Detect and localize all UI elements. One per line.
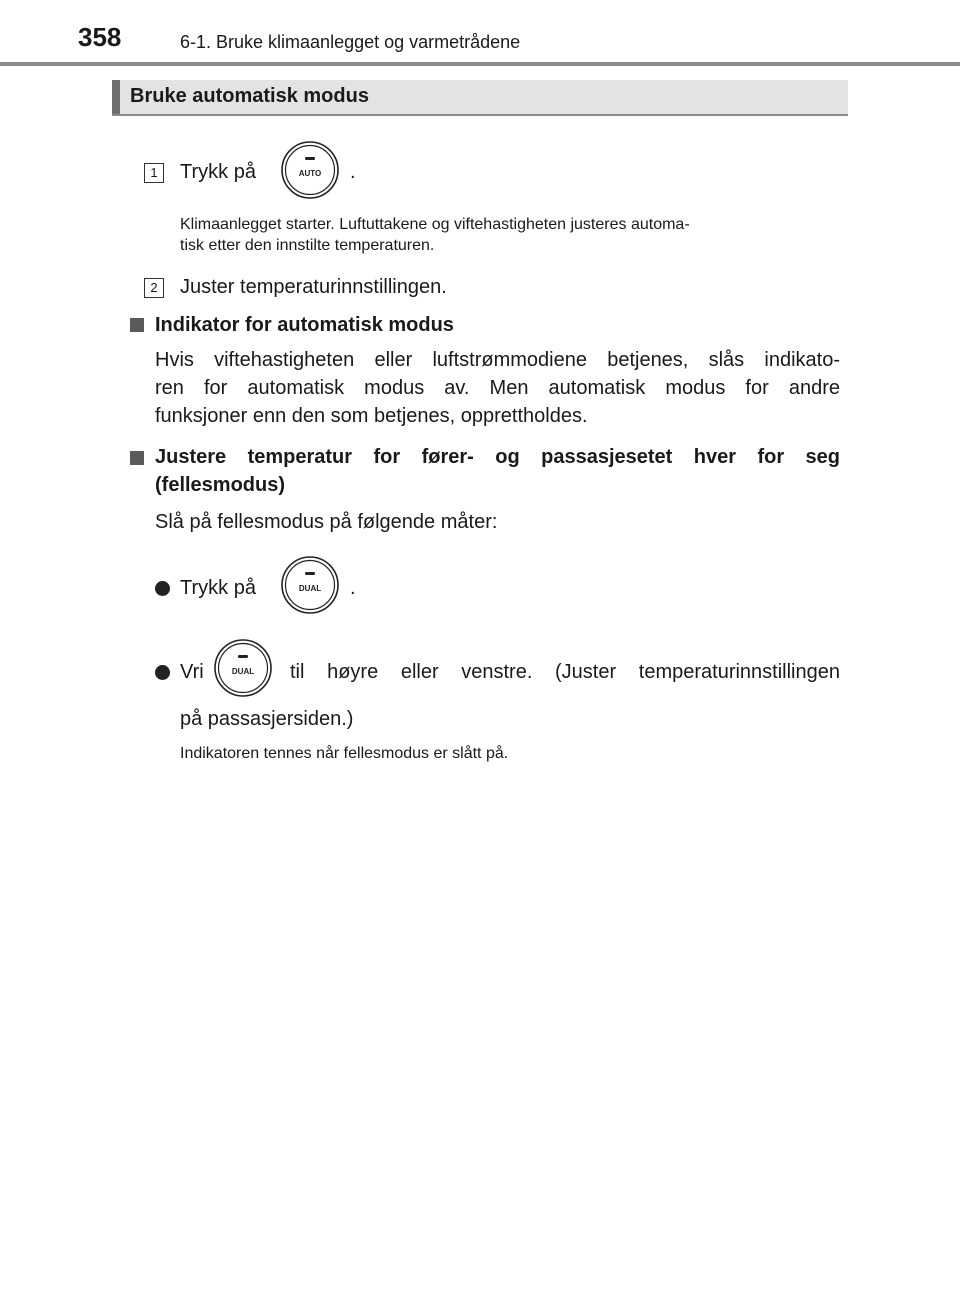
auto-indicator-line-1: Hvis viftehastigheten eller luftstrømmodiene betjenes, slås indikato- [155, 349, 840, 371]
step-2-text: Juster temperaturinnstillingen. [180, 276, 447, 298]
square-bullet [130, 451, 144, 465]
page-number: 358 [78, 22, 122, 52]
section-title: Bruke automatisk modus [130, 85, 369, 107]
round-bullet [155, 581, 170, 596]
square-bullet [130, 318, 144, 332]
step-1-note-line-2: tisk etter den innstilte temperaturen. [180, 237, 435, 254]
dual-mode-heading-line-2: (fellesmodus) [155, 474, 286, 496]
option-1-prefix: Trykk på [180, 577, 256, 599]
step-number-2: 2 [144, 278, 164, 298]
round-bullet [155, 665, 170, 680]
option-2-prefix: Vri [180, 661, 204, 683]
dual-dial-icon [213, 638, 273, 698]
dual-dial-label: DUAL [231, 667, 255, 676]
option-2-suffix: til høyre eller venstre. (Juster temperaturinnstillingen [290, 661, 840, 683]
section-heading-bar [112, 80, 848, 116]
option-2-line-2: på passasjersiden.) [180, 708, 354, 730]
header-divider [0, 62, 960, 66]
auto-indicator-line-3: funksjoner enn den som betjenes, opprettholdes. [155, 405, 588, 427]
chapter-title: 6-1. Bruke klimaanlegget og varmetrådene [180, 32, 521, 52]
step-1-suffix: . [350, 161, 356, 183]
page-header [0, 0, 960, 70]
dual-button-label: DUAL [298, 584, 322, 593]
dual-mode-heading-line-1: Justere temperatur for fører- og passasjesetet hver for seg [155, 446, 840, 468]
step-1-note-line-1: Klimaanlegget starter. Luftuttakene og viftehastigheten justeres automa- [180, 216, 690, 233]
auto-indicator-heading: Indikator for automatisk modus [155, 314, 454, 336]
step-number-1: 1 [144, 163, 164, 183]
dual-mode-intro: Slå på fellesmodus på følgende måter: [155, 511, 498, 533]
auto-button-icon [280, 140, 340, 200]
auto-indicator-line-2: ren for automatisk modus av. Men automatisk modus for andre [155, 377, 840, 399]
auto-button-label: AUTO [298, 169, 322, 178]
dual-mode-note: Indikatoren tennes når fellesmodus er slått på. [180, 745, 509, 762]
step-1-prefix: Trykk på [180, 161, 256, 183]
dual-button-icon [280, 555, 340, 615]
option-1-suffix: . [350, 577, 356, 599]
